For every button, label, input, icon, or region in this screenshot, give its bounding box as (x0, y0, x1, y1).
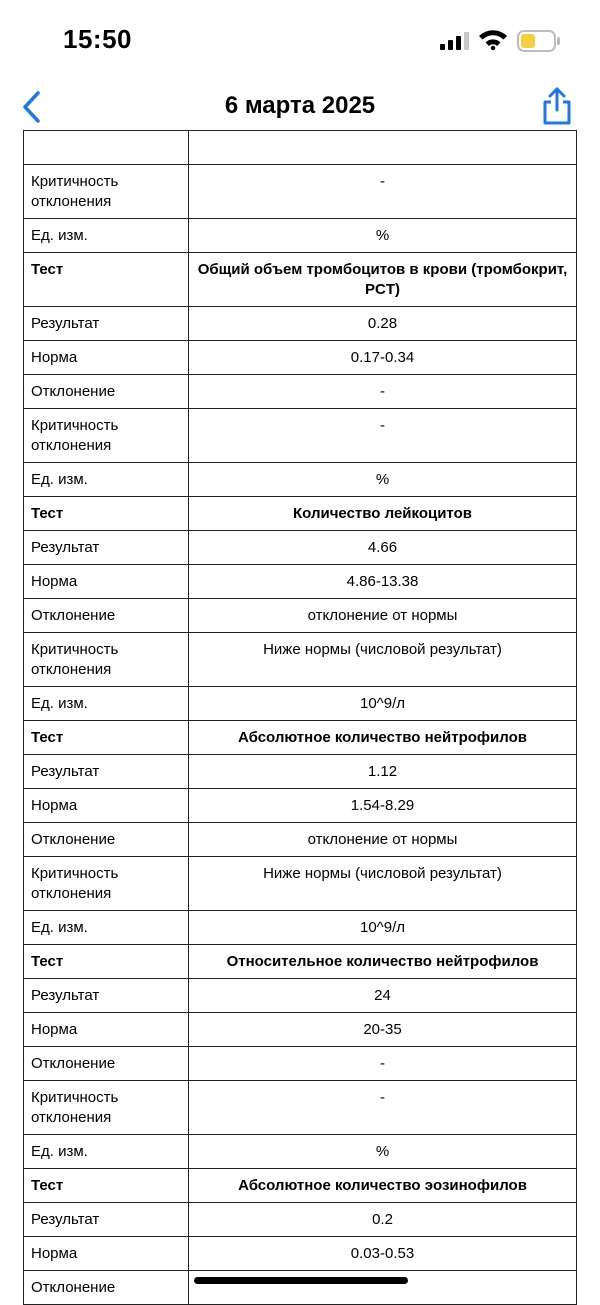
row-value: 10^9/л (189, 687, 577, 721)
row-value: 10^9/л (189, 911, 577, 945)
table-row (24, 633, 577, 687)
table-row (24, 531, 577, 565)
table-row (24, 823, 577, 857)
wifi-icon (478, 28, 508, 50)
table-row (24, 165, 577, 219)
table-row (24, 1047, 577, 1081)
row-value: 0.03-0.53 (189, 1237, 577, 1271)
table-row (24, 131, 577, 165)
row-label: Ед. изм. (24, 911, 189, 945)
table-row (24, 1081, 577, 1135)
row-value: 4.66 (189, 531, 577, 565)
row-value: % (189, 463, 577, 497)
table-row (24, 341, 577, 375)
test-header-row (24, 497, 577, 531)
row-value (189, 1271, 577, 1305)
row-label: Ед. изм. (24, 687, 189, 721)
row-value: Ниже нормы (числовой результат) (189, 633, 577, 687)
table-row (24, 979, 577, 1013)
row-value: 1.12 (189, 755, 577, 789)
table-row (24, 599, 577, 633)
cellular-signal-icon (440, 32, 470, 50)
battery-icon (517, 30, 561, 52)
table-row (24, 375, 577, 409)
row-label: Отклонение (24, 823, 189, 857)
row-label: Критичность отклонения (24, 409, 189, 463)
results-table-scroll[interactable] (23, 138, 577, 1296)
row-label: Тест (24, 721, 189, 755)
share-icon[interactable] (540, 86, 574, 126)
row-label: Результат (24, 755, 189, 789)
row-value: отклонение от нормы (189, 823, 577, 857)
table-row (24, 1271, 577, 1305)
test-header-row (24, 945, 577, 979)
row-label: Отклонение (24, 375, 189, 409)
row-value: % (189, 219, 577, 253)
home-indicator[interactable] (194, 1277, 408, 1284)
table-row (24, 565, 577, 599)
table-row (24, 409, 577, 463)
row-label: Норма (24, 789, 189, 823)
row-value: отклонение от нормы (189, 599, 577, 633)
row-label: Ед. изм. (24, 1135, 189, 1169)
row-value: Количество лейкоцитов (189, 497, 577, 531)
row-value: Ниже нормы (числовой результат) (189, 857, 577, 911)
row-label: Норма (24, 1013, 189, 1047)
row-label: Отклонение (24, 1271, 189, 1305)
row-value: - (189, 165, 577, 219)
row-label: Критичность отклонения (24, 165, 189, 219)
table-row (24, 1237, 577, 1271)
row-value: - (189, 375, 577, 409)
results-table (23, 130, 577, 1305)
table-row (24, 463, 577, 497)
row-value: 0.28 (189, 307, 577, 341)
status-bar (0, 0, 600, 80)
table-row (24, 1203, 577, 1237)
row-label: Ед. изм. (24, 463, 189, 497)
row-label: Результат (24, 1203, 189, 1237)
row-value: - (189, 1047, 577, 1081)
row-value: 0.2 (189, 1203, 577, 1237)
row-label: Норма (24, 341, 189, 375)
row-value: Общий объем тромбоцитов в крови (тромбокрит, PCT) (189, 253, 577, 307)
table-row (24, 1135, 577, 1169)
test-header-row (24, 1169, 577, 1203)
row-label: Результат (24, 307, 189, 341)
table-row (24, 687, 577, 721)
table-row (24, 911, 577, 945)
table-row (24, 755, 577, 789)
row-value: Абсолютное количество эозинофилов (189, 1169, 577, 1203)
row-value: - (189, 1081, 577, 1135)
row-label: Критичность отклонения (24, 633, 189, 687)
table-row (24, 857, 577, 911)
row-label: Отклонение (24, 1047, 189, 1081)
row-label: Результат (24, 979, 189, 1013)
row-value: 20-35 (189, 1013, 577, 1047)
row-label: Результат (24, 531, 189, 565)
test-header-row (24, 721, 577, 755)
row-value: 0.17-0.34 (189, 341, 577, 375)
row-value (189, 131, 577, 165)
status-time: 15:50 (63, 24, 132, 54)
table-row (24, 1013, 577, 1047)
row-value: Абсолютное количество нейтрофилов (189, 721, 577, 755)
table-row (24, 219, 577, 253)
row-label: Тест (24, 253, 189, 307)
row-label: Норма (24, 1237, 189, 1271)
row-value: 4.86-13.38 (189, 565, 577, 599)
row-label: Тест (24, 1169, 189, 1203)
row-label: Норма (24, 565, 189, 599)
row-label: Ед. изм. (24, 219, 189, 253)
page-title: 6 марта 2025 (224, 92, 376, 119)
row-value: 24 (189, 979, 577, 1013)
row-label (24, 131, 189, 165)
row-value: 1.54-8.29 (189, 789, 577, 823)
row-label: Тест (24, 945, 189, 979)
table-row (24, 307, 577, 341)
row-value: - (189, 409, 577, 463)
row-label: Отклонение (24, 599, 189, 633)
row-value: % (189, 1135, 577, 1169)
table-row (24, 789, 577, 823)
row-label: Тест (24, 497, 189, 531)
row-value: Относительное количество нейтрофилов (189, 945, 577, 979)
test-header-row (24, 253, 577, 307)
row-label: Критичность отклонения (24, 857, 189, 911)
row-label: Критичность отклонения (24, 1081, 189, 1135)
